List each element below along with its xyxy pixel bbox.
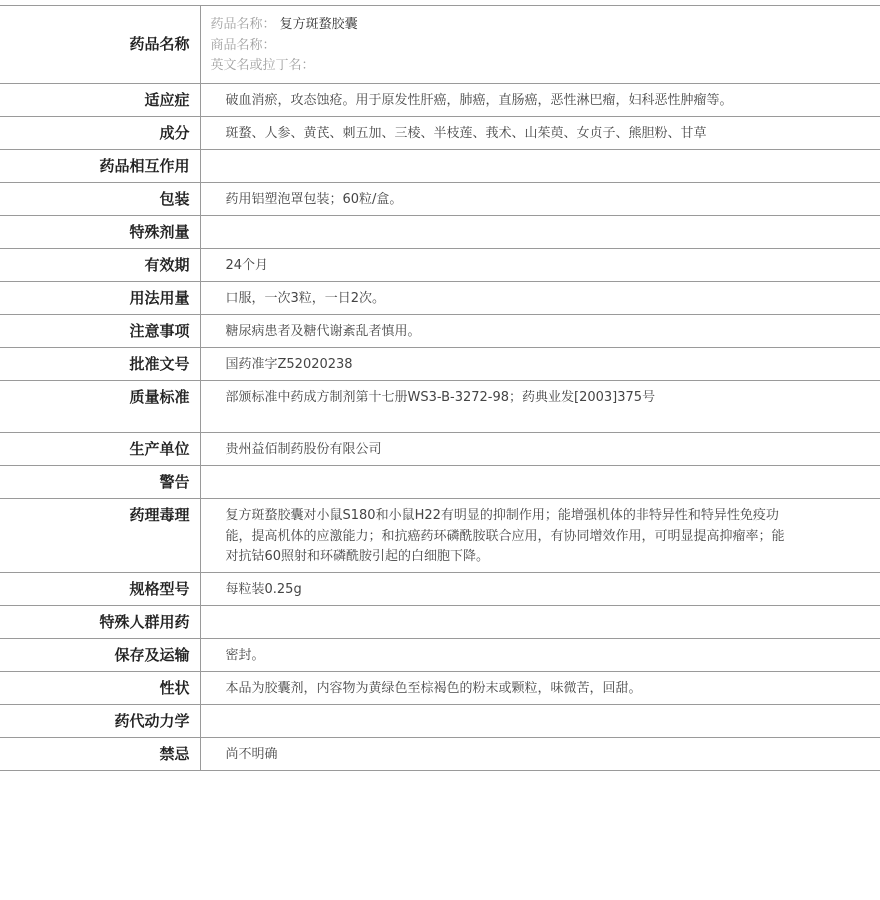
row-value: 国药准字Z52020238 bbox=[200, 348, 880, 381]
row-specification bbox=[0, 572, 880, 605]
row-label: 禁忌 bbox=[0, 737, 200, 770]
row-value: 斑蝥、人参、黄芪、刺五加、三棱、半枝莲、莪术、山茱萸、女贞子、熊胆粉、甘草 bbox=[200, 117, 880, 150]
row-value: 每粒装0.25g bbox=[200, 572, 880, 605]
row-ingredients bbox=[0, 117, 880, 150]
row-contraindications bbox=[0, 737, 880, 770]
row-label: 药品相互作用 bbox=[0, 150, 200, 183]
row-shelf-life bbox=[0, 249, 880, 282]
row-value: 药用铝塑泡罩包装；60粒/盒。 bbox=[200, 183, 880, 216]
generic-name-key: 药品名称： bbox=[210, 17, 276, 32]
row-value: 破血消瘀，攻态蚀疮。用于原发性肝癌，肺癌，直肠癌，恶性淋巴瘤，妇科恶性肿瘤等。 bbox=[200, 84, 880, 117]
row-label: 适应症 bbox=[0, 84, 200, 117]
row-label: 药代动力学 bbox=[0, 704, 200, 737]
row-label: 警告 bbox=[0, 466, 200, 499]
row-value: 糖尿病患者及糖代谢紊乱者慎用。 bbox=[200, 315, 880, 348]
row-label: 生产单位 bbox=[0, 433, 200, 466]
row-value bbox=[200, 466, 880, 499]
row-label: 成分 bbox=[0, 117, 200, 150]
row-label: 规格型号 bbox=[0, 572, 200, 605]
row-value: 24个月 bbox=[200, 249, 880, 282]
row-value: 部颁标准中药成方制剂第十七册WS3-B-3272-98；药典业发[2003]375号 bbox=[200, 381, 880, 433]
row-label: 特殊剂量 bbox=[0, 216, 200, 249]
generic-name-value: 复方斑蝥胶囊 bbox=[279, 17, 358, 32]
row-drug-name bbox=[0, 6, 880, 84]
trade-name-key: 商品名称： bbox=[210, 37, 276, 53]
row-indications bbox=[0, 84, 880, 117]
row-label: 性状 bbox=[0, 671, 200, 704]
row-value bbox=[200, 704, 880, 737]
row-value bbox=[200, 605, 880, 638]
english-name-key: 英文名或拉丁名： bbox=[210, 58, 315, 73]
row-interactions bbox=[0, 150, 880, 183]
drug-info-table bbox=[0, 5, 880, 771]
row-description bbox=[0, 671, 880, 704]
row-warning bbox=[0, 466, 880, 499]
row-approval-number bbox=[0, 348, 880, 381]
row-label: 质量标准 bbox=[0, 381, 200, 433]
english-name-line bbox=[211, 56, 861, 77]
row-label: 药理毒理 bbox=[0, 499, 200, 573]
row-quality-standard bbox=[0, 381, 880, 433]
trade-name-line bbox=[211, 36, 861, 57]
row-special-dosage bbox=[0, 216, 880, 249]
row-storage bbox=[0, 638, 880, 671]
row-label: 用法用量 bbox=[0, 282, 200, 315]
row-label: 批准文号 bbox=[0, 348, 200, 381]
row-pharmacology bbox=[0, 499, 880, 573]
row-label: 保存及运输 bbox=[0, 638, 200, 671]
row-value bbox=[200, 150, 880, 183]
row-packaging bbox=[0, 183, 880, 216]
row-label: 特殊人群用药 bbox=[0, 605, 200, 638]
row-pharmacokinetics bbox=[0, 704, 880, 737]
row-value: 复方斑蝥胶囊对小鼠S180和小鼠H22有明显的抑制作用；能增强机体的非特异性和特异性免疫功能，提高机体的应激能力；和抗癌药环磷酰胺联合应用，有协同增效作用，可明显提高抑瘤率；能对抗钴60照射和环磷酰胺引起的白细胞下降。 bbox=[200, 499, 880, 573]
row-label: 药品名称 bbox=[0, 6, 200, 84]
row-special-populations bbox=[0, 605, 880, 638]
row-value: 本品为胶囊剂，内容物为黄绿色至棕褐色的粉末或颗粒，味微苦，回甜。 bbox=[200, 671, 880, 704]
row-value: 贵州益佰制药股份有限公司 bbox=[200, 433, 880, 466]
row-value: 口服，一次3粒，一日2次。 bbox=[200, 282, 880, 315]
row-manufacturer bbox=[0, 433, 880, 466]
row-label: 注意事项 bbox=[0, 315, 200, 348]
row-value: 尚不明确 bbox=[200, 737, 880, 770]
row-value: 密封。 bbox=[200, 638, 880, 671]
drug-name-cell bbox=[200, 6, 880, 84]
row-label: 包装 bbox=[0, 183, 200, 216]
row-dosage bbox=[0, 282, 880, 315]
row-label: 有效期 bbox=[0, 249, 200, 282]
row-precautions bbox=[0, 315, 880, 348]
row-value bbox=[200, 216, 880, 249]
generic-name-line bbox=[211, 15, 861, 36]
